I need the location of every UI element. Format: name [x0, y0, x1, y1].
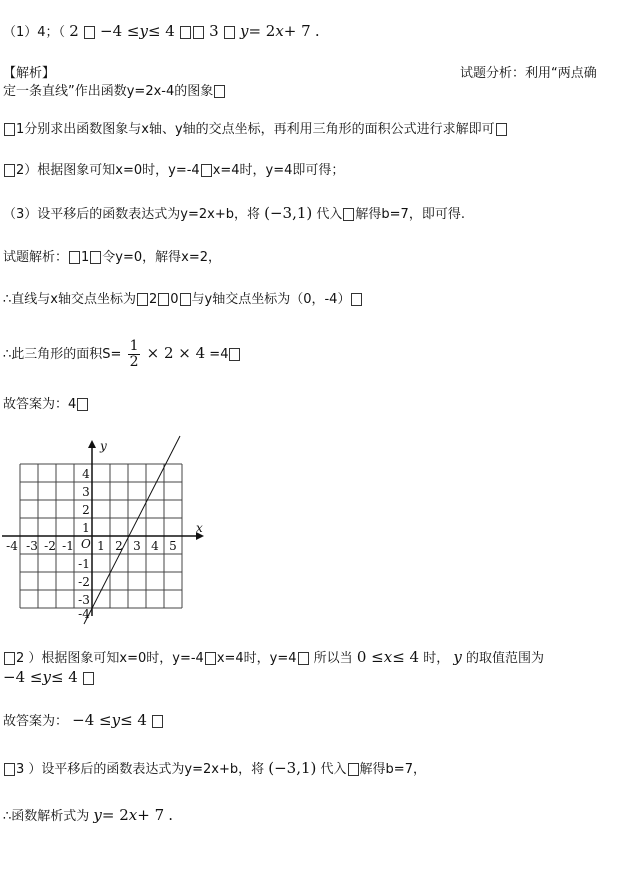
analysis-line-4: 1分别求出函数图象与x轴、y轴的交点坐标，再利用三角形的面积公式进行求解即可 [3, 121, 508, 139]
placeholder-box [83, 672, 94, 685]
placeholder-box [214, 85, 225, 98]
solution-line-12: −4 ≤y≤ 4 [3, 668, 95, 688]
placeholder-box [180, 26, 191, 39]
placeholder-box [343, 208, 354, 221]
placeholder-box [298, 652, 309, 665]
y-tick-neg-3: -3 [78, 593, 90, 607]
area-product: × 2 × 4 [146, 344, 206, 362]
analysis-line-5: 2）根据图象可知x=0时，y=-4 x=4时，y=4即可得； [3, 162, 344, 180]
solution-line-11: 2 ）根据图象可知x=0时，y=-4 x=4时，y=4 所以当 0 ≤x≤ 4 时， y 的取值范围为 [3, 648, 544, 668]
placeholder-box [201, 164, 212, 177]
placeholder-box [193, 26, 204, 39]
answer-summary-line [3, 22, 320, 42]
solution-line-7: 试题解析： 1 令y=0，解得x=2， [3, 250, 222, 265]
placeholder-box [4, 652, 15, 665]
answer-part-1: （1）4；（ [3, 25, 66, 40]
placeholder-box [90, 251, 101, 264]
x-tick-5: 5 [169, 539, 177, 553]
x-tick-neg-2: -2 [44, 539, 56, 553]
placeholder-box [224, 26, 235, 39]
placeholder-box [77, 398, 88, 411]
x-tick-2: 2 [115, 539, 123, 553]
x-tick-1: 1 [97, 539, 105, 553]
solution-line-8: ∴直线与x轴交点坐标为 2 0 与y轴交点坐标为（0，-4） [3, 291, 363, 309]
analysis-heading: 【解析】 [3, 66, 56, 81]
placeholder-box [152, 715, 163, 728]
x-tick-3: 3 [133, 539, 141, 553]
y-tick-neg-4: -4 [78, 607, 90, 621]
y-tick-neg-2: -2 [78, 575, 90, 589]
placeholder-box [4, 123, 15, 136]
solution-line-14: 3 ）设平移后的函数表达式为y=2x+b，将 (−3,1) 代入 解得b=7， [3, 759, 426, 779]
point-coords: (−3,1) [268, 759, 317, 777]
answer-part-2-number: 2 [69, 22, 79, 40]
answer-part-3-number: 3 [209, 22, 219, 40]
analysis-line-3: 定一条直线”作出函数y=2x-4的图象 [3, 83, 226, 101]
x-tick-neg-4: -4 [6, 539, 18, 553]
x-tick-neg-3: -3 [26, 539, 38, 553]
placeholder-box [69, 251, 80, 264]
inequality-left: −4 ≤ [100, 22, 140, 40]
placeholder-box [4, 763, 15, 776]
placeholder-box [348, 763, 359, 776]
point-coords: (−3,1) [264, 204, 313, 222]
formula-y: y [239, 22, 249, 40]
y-tick-2: 2 [82, 503, 90, 517]
solution-line-15: ∴函数解析式为 y= 2x+ 7 . [3, 806, 174, 824]
x-tick-4: 4 [151, 539, 159, 553]
inequality-right: ≤ 4 [147, 22, 175, 40]
y-tick-neg-1: -1 [78, 557, 90, 571]
placeholder-box [137, 293, 148, 306]
x-tick-neg-1: -1 [62, 539, 74, 553]
formula-coef: = 2 [248, 22, 276, 40]
placeholder-box [496, 123, 507, 136]
placeholder-box [180, 293, 191, 306]
origin-label: O [81, 537, 91, 551]
y-tick-4: 4 [82, 467, 90, 481]
y-tick-1: 1 [82, 521, 90, 535]
analysis-line-6: （3）设平移后的函数表达式为y=2x+b，将 (−3,1) 代入 解得b=7，即可得. [3, 204, 465, 222]
fraction-one-half: $\frac{1}{2}$ [129, 338, 139, 370]
y-axis-arrow [88, 440, 96, 448]
placeholder-box [351, 293, 362, 306]
formula-const: + 7 [283, 22, 311, 40]
formula-x: x [275, 22, 284, 40]
solution-line-9: ∴此三角形的面积S= $\frac{1}{2}$ × 2 × 4 =4 [3, 336, 241, 372]
formula-period: . [314, 22, 320, 40]
placeholder-box [158, 293, 169, 306]
x-axis-label: x [196, 521, 203, 535]
placeholder-box [84, 26, 95, 39]
inequality-var: y [139, 22, 148, 40]
solution-line-13: 故答案为： −4 ≤y≤ 4 [3, 711, 164, 731]
analysis-intro: 试题分析：利用“两点确 [460, 66, 597, 81]
placeholder-box [4, 164, 15, 177]
placeholder-box [229, 348, 240, 361]
placeholder-box [205, 652, 216, 665]
solution-line-10: 故答案为：4 [3, 396, 89, 414]
y-tick-3: 3 [82, 485, 90, 499]
y-axis-label: y [100, 439, 107, 453]
function-graph [0, 432, 215, 632]
